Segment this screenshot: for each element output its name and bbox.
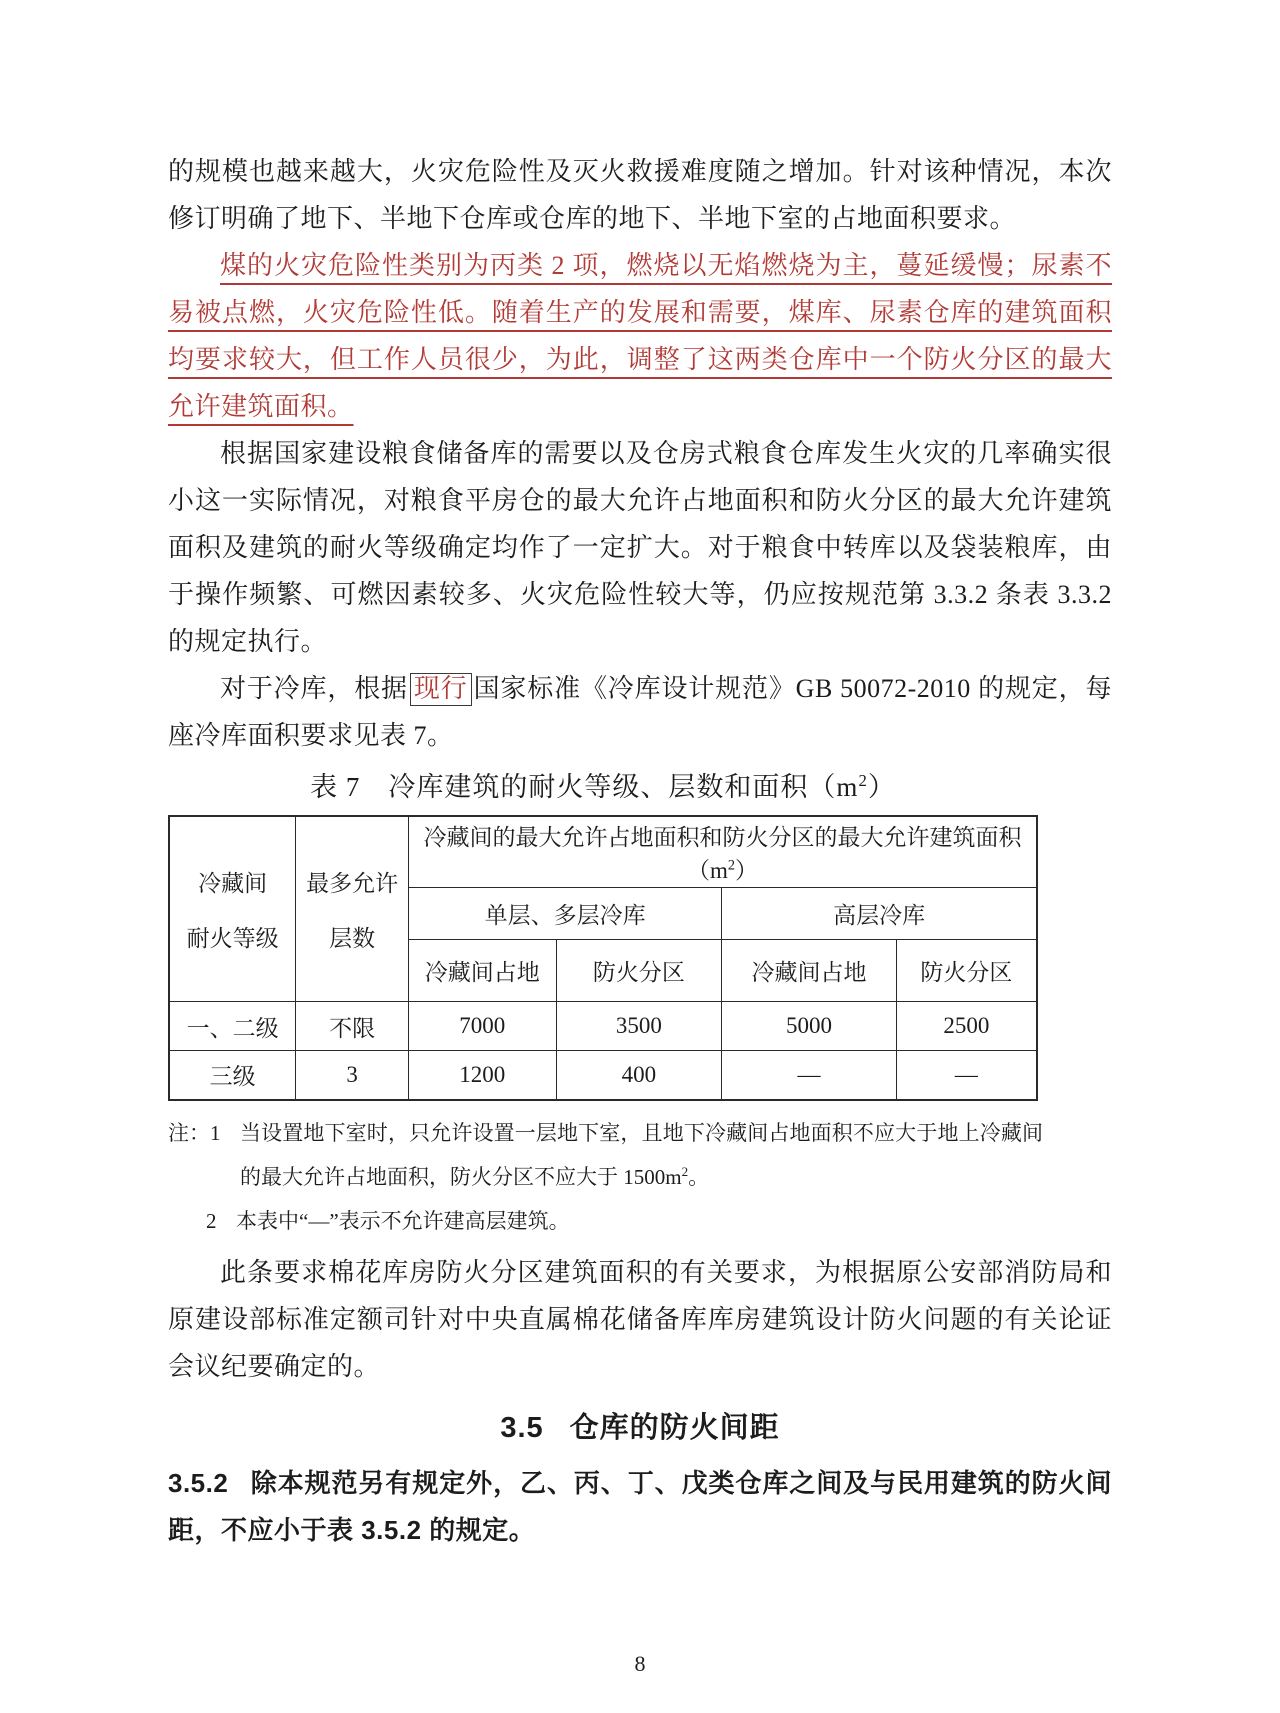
clause-3-5-2 [168, 1460, 1112, 1554]
cold-storage-text-before: 对于冷库，根据 [220, 674, 408, 703]
header-fire-resistance-line1: 冷藏间 [198, 871, 268, 896]
header-high-rise: 高层冷库 [722, 888, 1037, 940]
header-fire-resistance [169, 816, 296, 1002]
paragraph-cold-storage [168, 665, 1112, 759]
cell-grade-3-val1: 1200 [408, 1051, 556, 1100]
note-1-text-end: 。 [688, 1164, 710, 1189]
note-1-superscript: 2 [681, 1163, 689, 1179]
header-area-span-text: 冷藏间的最大允许占地面积和防火分区的最大允许建筑面积（m [423, 825, 1022, 883]
cell-grade-1-2: 一、二级 [169, 1002, 296, 1051]
header-max-storeys-line2: 层数 [329, 926, 376, 951]
cell-grade-1-2-val1: 7000 [408, 1002, 556, 1051]
note-1-text [240, 1111, 1043, 1199]
table-row-span-header [169, 816, 1037, 888]
table-7-block [168, 769, 1043, 1243]
section-title: 仓库的防火间距 [569, 1411, 780, 1444]
cell-grade-3-val2: 400 [556, 1051, 722, 1100]
table-7-title-superscript: 2 [858, 771, 868, 790]
header-area-span-superscript: 2 [727, 857, 735, 874]
table-row-grade-1-2 [169, 1002, 1037, 1051]
cell-grade-3-val4: — [896, 1051, 1037, 1100]
subheader-fire-compartment-2: 防火分区 [896, 940, 1037, 1002]
section-heading-3-5 [168, 1406, 1112, 1450]
page-footer [0, 1651, 1280, 1677]
page-number: 8 [634, 1651, 646, 1676]
paragraph-continuation: 的规模也越来越大，火灾危险性及灭火救援难度随之增加。针对该种情况，本次修订明确了地下、半地下仓库或仓库的地下、半地下室的占地面积要求。 [168, 157, 1112, 233]
subheader-footprint-1: 冷藏间占地 [408, 940, 556, 1002]
cell-grade-3: 三级 [169, 1051, 296, 1100]
paragraph-cotton-warehouse: 此条要求棉花库房防火分区建筑面积的有关要求，为根据原公安部消防局和原建设部标准定额司针对中央直属棉花储备库库房建筑设计防火问题的有关论证会议纪要确定的。 [168, 1257, 1112, 1381]
header-area-span [408, 816, 1037, 888]
table-notes [168, 1111, 1043, 1243]
table-row-grade-3 [169, 1051, 1037, 1100]
cell-grade-1-2-val3: 5000 [722, 1002, 897, 1051]
header-max-storeys-line1: 最多允许 [306, 871, 399, 896]
cold-storage-table [168, 815, 1038, 1101]
table-note-2 [168, 1199, 1043, 1243]
note-1-number: 1 [210, 1120, 221, 1145]
clause-text: 除本规范另有规定外，乙、丙、丁、戊类仓库之间及与民用建筑的防火间距，不应小于表 3.5.2 的规定。 [168, 1467, 1112, 1545]
note-label: 注： [168, 1120, 210, 1145]
table-note-1 [168, 1111, 1043, 1199]
note-1-text-body: 当设置地下室时，只允许设置一层地下室，且地下冷藏间占地面积不应大于地上冷藏间的最大允许占地面积，防火分区不应大于 1500m [240, 1120, 1043, 1189]
cell-grade-3-storeys: 3 [296, 1051, 409, 1100]
header-area-span-close: ） [734, 858, 758, 883]
cell-grade-3-val3: — [722, 1051, 897, 1100]
note-2-number: 2 [206, 1208, 217, 1233]
subheader-footprint-2: 冷藏间占地 [722, 940, 897, 1002]
table-7-title [168, 769, 1038, 805]
paragraph-grain-warehouse: 根据国家建设粮食储备库的需要以及仓房式粮食仓库发生火灾的几率确实很小这一实际情况，对粮食平房仓的最大允许占地面积和防火分区的最大允许建筑面积及建筑的耐火等级确定均作了一定扩大。对于粮食中转库以及袋装粮库，由于操作频繁、可燃因素较多、火灾危险性较大等，仍应按规范第 3.3.2 条表 3.3.2 的规定执行。 [168, 439, 1112, 656]
section-number: 3.5 [500, 1411, 544, 1444]
note-2-text: 本表中“—”表示不允许建高层建筑。 [236, 1208, 570, 1233]
cold-storage-text-after: 国家标准《冷库设计规范》GB 50072-2010 的规定，每座冷库面积要求见表 7。 [168, 674, 1112, 750]
table-7-title-text: 表 7 冷库建筑的耐火等级、层数和面积（m [310, 772, 859, 802]
header-fire-resistance-line2: 耐火等级 [186, 926, 279, 951]
clause-number: 3.5.2 [168, 1467, 229, 1498]
paragraph-revision-red-underlined: 煤的火灾危险性类别为丙类 2 项，燃烧以无焰燃烧为主，蔓延缓慢；尿素不易被点燃，火灾危险性低。随着生产的发展和需要，煤库、尿素仓库的建筑面积均要求较大，但工作人员很少，为此，调整了这两类仓库中一个防火分区的最大允许建筑面积。 [168, 251, 1112, 421]
cell-grade-1-2-val4: 2500 [896, 1002, 1037, 1051]
cell-grade-1-2-val2: 3500 [556, 1002, 722, 1051]
table-7-title-close: ） [867, 772, 896, 802]
header-max-storeys [296, 816, 409, 1002]
header-single-multi-storey: 单层、多层冷库 [408, 888, 721, 940]
subheader-fire-compartment-1: 防火分区 [556, 940, 722, 1002]
document-content [168, 148, 1112, 1554]
tracked-change-box-xianxing: 现行 [410, 673, 472, 706]
cell-grade-1-2-storeys: 不限 [296, 1002, 409, 1051]
